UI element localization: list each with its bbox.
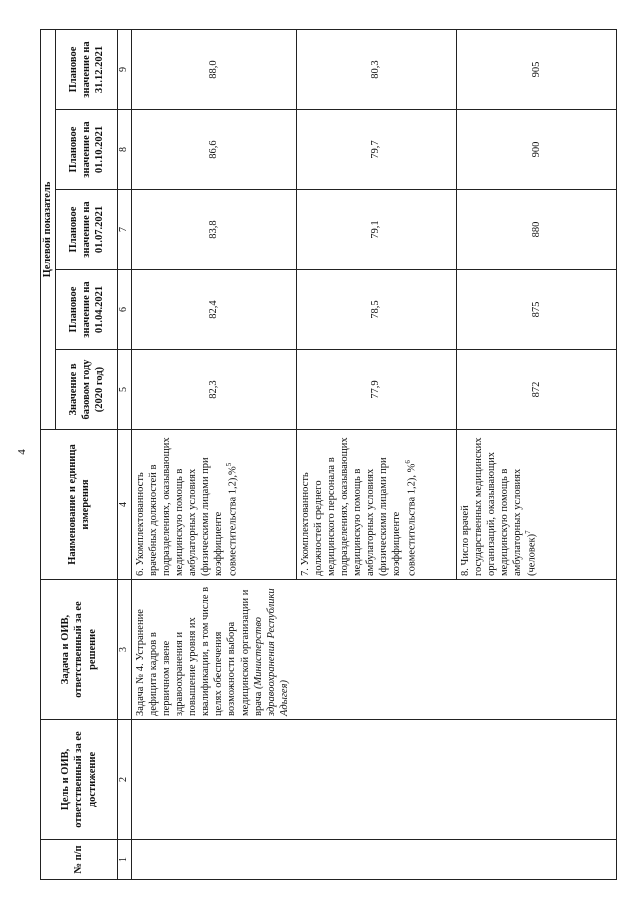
cell-goal [131,720,617,840]
cell-task [131,580,617,720]
base-value: 82,3 [131,350,296,430]
column-number-row [118,29,132,879]
page-number: 4 [16,449,28,455]
footnote-ref: 5 [225,462,234,467]
column-number: 1 [118,840,132,880]
base-value: 872 [456,350,617,430]
header-row-1 [41,29,56,879]
indicator-name [131,430,296,580]
indicator-name [456,430,617,580]
header-plan-q4: Плановое значение на 31.12.2021 [56,29,118,109]
plan-q2-value: 79,1 [296,190,456,270]
column-number: 9 [118,29,132,109]
header-plan-q3: Плановое значение на 01.10.2021 [56,110,118,190]
header-base-value: Значение в базовом году (2020 год) [56,350,118,430]
footnote-ref: 6 [403,460,412,464]
table-row [131,29,296,879]
column-number: 5 [118,350,132,430]
plan-q3-value: 86,6 [131,110,296,190]
plan-q4-value: 905 [456,29,617,109]
header-target-group: Целевой показатель [41,29,56,429]
indicator-name [296,430,456,580]
cell-number [131,840,617,880]
header-plan-q1: Плановое значение на 01.04.2021 [56,270,118,350]
plan-q2-value: 83,8 [131,190,296,270]
header-plan-q2: Плановое значение на 01.07.2021 [56,190,118,270]
plan-q1-value: 78,5 [296,270,456,350]
plan-q3-value: 79,7 [296,110,456,190]
header-indicator-name: Наименование и единица измерения [41,430,118,580]
column-number: 6 [118,270,132,350]
header-number: № п/п [41,840,118,880]
plan-q2-value: 880 [456,190,617,270]
indicator-text: 7. Укомплектованность должностей среднего медицинского персонала в подразделениях, оказывающих медицинскую помощь в амбулаторных условиях (физическими лицами при коэффициенте совместительства 1,2), % [299,437,417,576]
indicator-text: 6. Укомплектованность врачебных должностей в подразделениях, оказывающих медицинскую помощь в амбулаторных условиях (физическими лицами при коэффициенте совместительства 1,2),% [134,437,239,576]
table-container [40,30,617,880]
plan-q1-value: 82,4 [131,270,296,350]
base-value: 77,9 [296,350,456,430]
task-responsible: (Министерство здравоохранения Республики Адыгея) [252,588,290,716]
indicator-text: 8. Число врачей государственных медицинских организаций, оказывающих медицинскую помощь в амбулаторных условиях (человек) [459,437,538,576]
footnote-ref: 7 [524,530,533,534]
plan-q4-value: 80,3 [296,29,456,109]
plan-q1-value: 875 [456,270,617,350]
plan-q3-value: 900 [456,110,617,190]
column-number: 8 [118,110,132,190]
column-number: 4 [118,430,132,580]
column-number: 2 [118,720,132,840]
header-task: Задача и ОИВ, ответственный за ее решение [41,580,118,720]
column-number: 7 [118,190,132,270]
header-goal: Цель и ОИВ, ответственный за ее достижение [41,720,118,840]
plan-q4-value: 88,0 [131,29,296,109]
task-text: Задача № 4. Устранение дефицита кадров в первичном звене здравоохранения и повышение уровня их квалификации, в том числе в целях обеспечения возможности выбора медицинской организации и врача [134,586,264,716]
targets-table [40,29,617,880]
column-number: 3 [118,580,132,720]
